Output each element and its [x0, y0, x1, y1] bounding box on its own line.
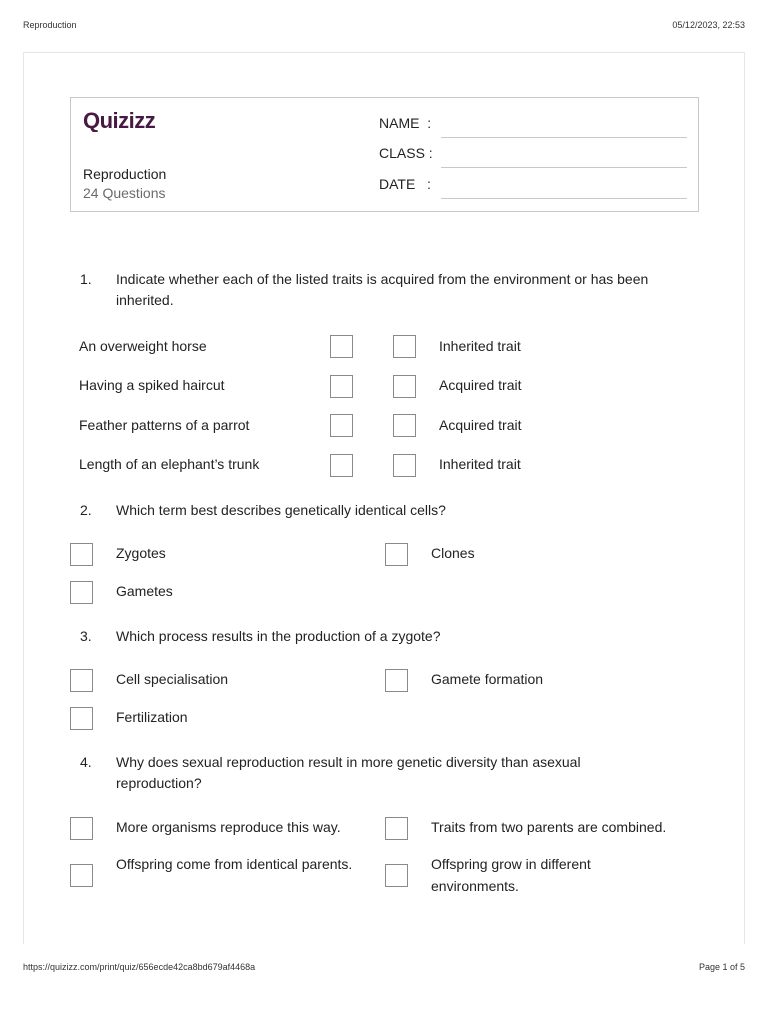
option-label: Traits from two parents are combined.: [431, 819, 667, 835]
match-left-item: Length of an elephant’s trunk: [79, 456, 260, 472]
date-line[interactable]: [441, 198, 687, 199]
option-label: Zygotes: [116, 545, 166, 561]
question-number: 4.: [80, 754, 92, 770]
quizizz-logo: [83, 108, 169, 137]
match-right-item: Inherited trait: [439, 456, 521, 472]
match-left-item: Feather patterns of a parrot: [79, 417, 250, 433]
option-checkbox[interactable]: [70, 707, 93, 730]
match-right-item: Acquired trait: [439, 417, 522, 433]
option-label: Cell specialisation: [116, 671, 229, 687]
quiz-sheet: [23, 52, 745, 944]
option-label: More organisms reproduce this way.: [116, 819, 341, 835]
option-checkbox[interactable]: [385, 864, 408, 887]
question-text: Indicate whether each of the listed traits is acquired from the environment or has been inherited.: [116, 271, 649, 308]
name-label: NAME :: [379, 115, 432, 131]
option-checkbox[interactable]: [70, 543, 93, 566]
match-right-checkbox[interactable]: [393, 335, 416, 358]
print-header: [23, 20, 745, 30]
date-label: DATE :: [379, 176, 431, 192]
option-checkbox[interactable]: [385, 669, 408, 692]
option-checkbox[interactable]: [385, 543, 408, 566]
name-field[interactable]: [379, 115, 687, 135]
print-page-number: Page 1 of 5: [698, 962, 745, 972]
question-text: Why does sexual reproduction result in more genetic diversity than asexual reproduction?: [116, 754, 581, 791]
class-label: CLASS :: [379, 145, 433, 161]
option-label: Offspring grow in different environments.: [431, 856, 591, 894]
question-text: Which term best describes genetically identical cells?: [116, 502, 446, 518]
option-checkbox[interactable]: [70, 669, 93, 692]
option-label: Offspring come from identical parents.: [116, 856, 353, 872]
match-right-checkbox[interactable]: [393, 375, 416, 398]
question-count: 24 Questions: [83, 185, 166, 201]
match-left-checkbox[interactable]: [330, 335, 353, 358]
question-number: 1.: [80, 271, 92, 287]
option-checkbox[interactable]: [70, 864, 93, 887]
class-field[interactable]: [379, 145, 687, 165]
print-url: https://quizizz.com/print/quiz/656ecde42ca8bd679af4468a: [23, 962, 256, 972]
option-label: Gametes: [116, 583, 173, 599]
class-line[interactable]: [441, 167, 687, 168]
print-datetime: 05/12/2023, 22:53: [672, 20, 745, 30]
match-right-item: Acquired trait: [439, 377, 522, 393]
option-checkbox[interactable]: [385, 817, 408, 840]
quiz-header-box: [70, 97, 699, 212]
question-text: Which process results in the production of a zygote?: [116, 628, 441, 644]
name-line[interactable]: [441, 137, 687, 138]
match-right-checkbox[interactable]: [393, 454, 416, 477]
logo-text: Quizizz: [83, 108, 156, 132]
option-label: Gamete formation: [431, 671, 544, 687]
quiz-title: Reproduction: [83, 166, 167, 182]
question-number: 2.: [80, 502, 92, 518]
match-left-checkbox[interactable]: [330, 454, 353, 477]
match-left-checkbox[interactable]: [330, 414, 353, 437]
option-label: Clones: [431, 545, 475, 561]
match-right-item: Inherited trait: [439, 338, 521, 354]
match-left-checkbox[interactable]: [330, 375, 353, 398]
question-number: 3.: [80, 628, 92, 644]
option-label: Fertilization: [116, 709, 188, 725]
option-checkbox[interactable]: [70, 817, 93, 840]
print-title: Reproduction: [23, 20, 77, 30]
match-left-item: An overweight horse: [79, 338, 207, 354]
option-checkbox[interactable]: [70, 581, 93, 604]
print-footer: [23, 962, 745, 972]
match-left-item: Having a spiked haircut: [79, 377, 225, 393]
match-right-checkbox[interactable]: [393, 414, 416, 437]
date-field[interactable]: [379, 176, 687, 196]
